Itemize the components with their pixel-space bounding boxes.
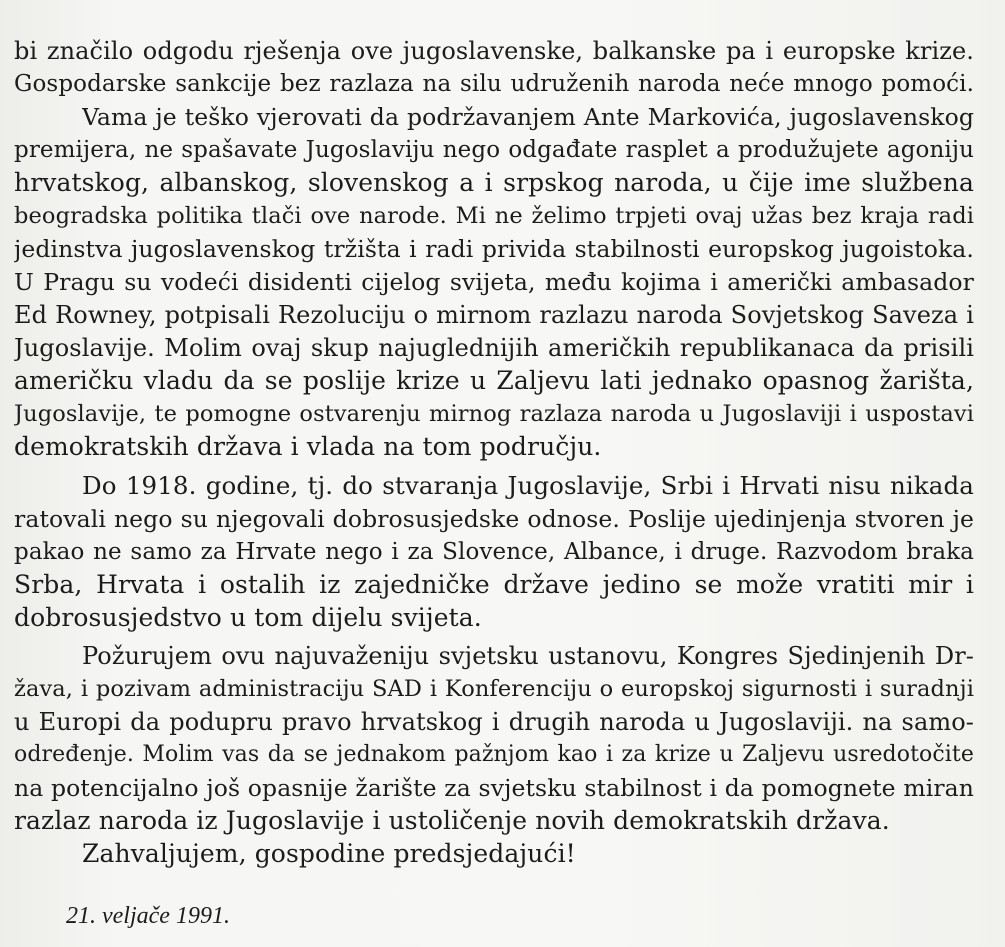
text-line: Gospodarske sankcije bez razlaza na silu udruženih naroda neće mnogo pomoći. bbox=[14, 71, 974, 97]
text-line: dobrosusjedstvo u tom dijelu svijeta. bbox=[14, 603, 482, 632]
text-line: žava, i pozivam administraciju SAD i Konferenciju o europskoj sigurnosti i suradnji bbox=[14, 676, 974, 702]
text-line: premijera, ne spašavate Jugoslaviju nego odgađate rasplet a produžujete agoniju bbox=[14, 137, 974, 163]
text-line: Jugoslavije, te pomogne ostvarenju mirnog razlaza naroda u Jugoslaviji i uspostavi bbox=[14, 401, 974, 427]
text-line: demokratskih država i vlada na tom području. bbox=[14, 432, 602, 461]
text-line: beogradska politika tlači ove narode. Mi ne želimo trpjeti ovaj užas bez kraja radi bbox=[14, 203, 974, 229]
paragraph-start-line: Požurujem ovu najuvaženiju svjetsku ustanovu, Kongres Sjedinjenih Dr- bbox=[82, 642, 974, 670]
paragraph-start-line: Vama je teško vjerovati da podržavanjem Ante Markovića, jugoslavenskog bbox=[82, 103, 974, 131]
text-line: bi značilo odgodu rješenja ove jugoslavenske, balkanske pa i europske krize. bbox=[14, 37, 974, 65]
text-line: određenje. Molim vas da se jednakom pažnjom kao i za krize u Zaljevu usredotočite bbox=[14, 742, 974, 767]
text-line: Ed Rowney, potpisali Rezoluciju o mirnom razlazu naroda Sovjetskog Saveza i bbox=[14, 301, 974, 329]
text-line: razlaz naroda iz Jugoslavije i ustoličenje novih demokratskih država. bbox=[14, 806, 890, 835]
text-line: ratovali nego su njegovali dobrosusjedske odnose. Poslije ujedinjenja stvoren je bbox=[14, 505, 974, 533]
text-line: na potencijalno još opasnije žarište za svjetsku stabilnost i da pomognete miran bbox=[14, 774, 974, 802]
text-line: U Pragu su vodeći disidenti cijelog svijeta, među kojima i američki ambasador bbox=[14, 268, 974, 296]
text-line: jedinstva jugoslavenskog tržišta i radi privida stabilnosti europskog jugoistoka. bbox=[14, 235, 974, 263]
paragraph-start-line: Do 1918. godine, tj. do stvaranja Jugoslavije, Srbi i Hrvati nisu nikada bbox=[82, 471, 974, 500]
text-line: u Europi da podupru pravo hrvatskog i drugih naroda u Jugoslaviji. na samo- bbox=[14, 708, 974, 736]
document-date: 21. veljače 1991. bbox=[66, 903, 230, 929]
text-line: pakao ne samo za Hrvate nego i za Slovence, Albance, i druge. Razvodom braka bbox=[14, 539, 974, 565]
closing-line: Zahvaljujem, gospodine predsjedajući! bbox=[82, 839, 576, 868]
text-line: Srba, Hrvata i ostalih iz zajedničke države jedino se može vratiti mir i bbox=[14, 570, 974, 599]
text-line: američku vladu da se poslije krize u Zaljevu lati jednako opasnog žarišta, bbox=[14, 366, 974, 395]
text-line: Jugoslavije. Molim ovaj skup najuglednijih američkih republikanaca da prisili bbox=[14, 334, 974, 362]
text-line: hrvatskog, albanskog, slovenskog a i srpskog naroda, u čije ime službena bbox=[14, 168, 974, 197]
